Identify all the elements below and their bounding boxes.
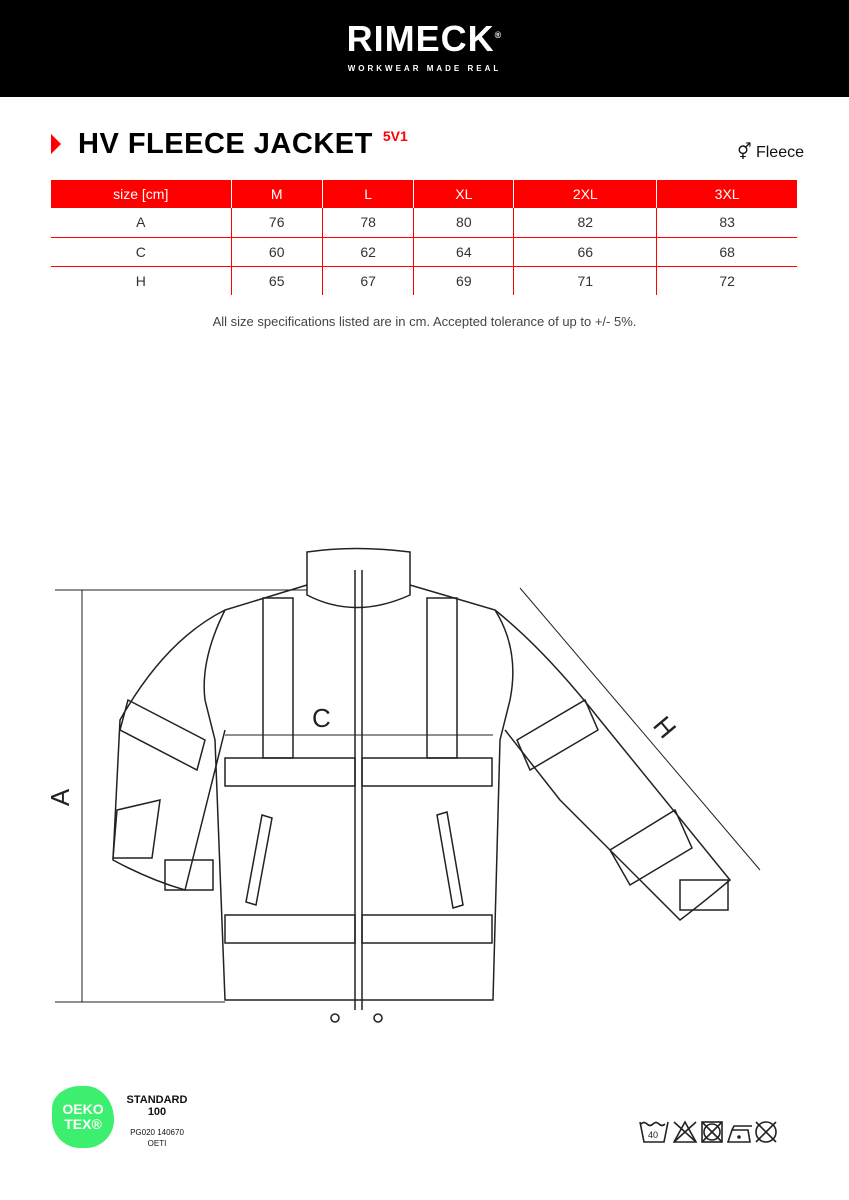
cell: 82	[514, 208, 657, 237]
header-2xl: 2XL	[514, 180, 657, 208]
cell: 64	[414, 237, 514, 266]
cell: 68	[657, 237, 797, 266]
brand-header	[0, 0, 849, 97]
no-tumble-dry-icon	[702, 1122, 722, 1142]
material-label: ⚥ Fleece	[737, 144, 804, 161]
cell: 78	[322, 208, 413, 237]
table-row	[51, 208, 797, 237]
dimension-label-h: H	[647, 710, 683, 745]
size-table	[51, 180, 797, 295]
row-label: A	[51, 208, 231, 237]
brand-tagline: WORKWEAR MADE REAL	[347, 64, 502, 73]
product-title: HV FLEECE JACKET	[78, 128, 373, 160]
oeko-tex-logo: OEKO TEX®	[52, 1086, 114, 1148]
row-label: C	[51, 237, 231, 266]
cell: 69	[414, 266, 514, 295]
cell: 71	[514, 266, 657, 295]
table-row	[51, 266, 797, 295]
cell: 76	[231, 208, 322, 237]
product-title-block	[51, 128, 408, 161]
table-row	[51, 237, 797, 266]
cell: 65	[231, 266, 322, 295]
header-l: L	[322, 180, 413, 208]
jacket-outline	[113, 549, 730, 1023]
header-m: M	[231, 180, 322, 208]
oeko-standard: STANDARD 100	[126, 1094, 188, 1118]
no-bleach-icon	[674, 1122, 696, 1142]
jacket-measurement-diagram	[40, 540, 800, 1040]
care-symbols	[638, 1118, 798, 1146]
tolerance-note: All size specifications listed are in cm. Accepted tolerance of up to +/- 5%.	[212, 314, 637, 329]
header-size: size [cm]	[51, 180, 231, 208]
cell: 62	[322, 237, 413, 266]
cell: 67	[322, 266, 413, 295]
header-xl: XL	[414, 180, 514, 208]
iron-low-icon	[728, 1126, 752, 1142]
svg-text:40: 40	[648, 1130, 659, 1140]
cell: 80	[414, 208, 514, 237]
dimension-lines	[55, 588, 760, 1002]
brand-logo: RIMECK®	[346, 18, 503, 59]
product-code: 5V1	[382, 128, 408, 144]
unisex-icon: ⚥	[737, 144, 752, 161]
no-dry-clean-icon	[756, 1122, 776, 1142]
cell: 66	[514, 237, 657, 266]
cell: 60	[231, 237, 322, 266]
cell: 72	[719, 272, 735, 289]
header-3xl: 3XL	[657, 180, 797, 208]
dimension-label-a: A	[45, 788, 76, 807]
cell: 83	[657, 208, 797, 237]
row-label: H	[51, 266, 231, 295]
dimension-label-c: C	[312, 703, 331, 733]
title-arrow-icon	[51, 134, 61, 154]
oeko-certificate: PG020 140670 OETI	[130, 1128, 184, 1148]
